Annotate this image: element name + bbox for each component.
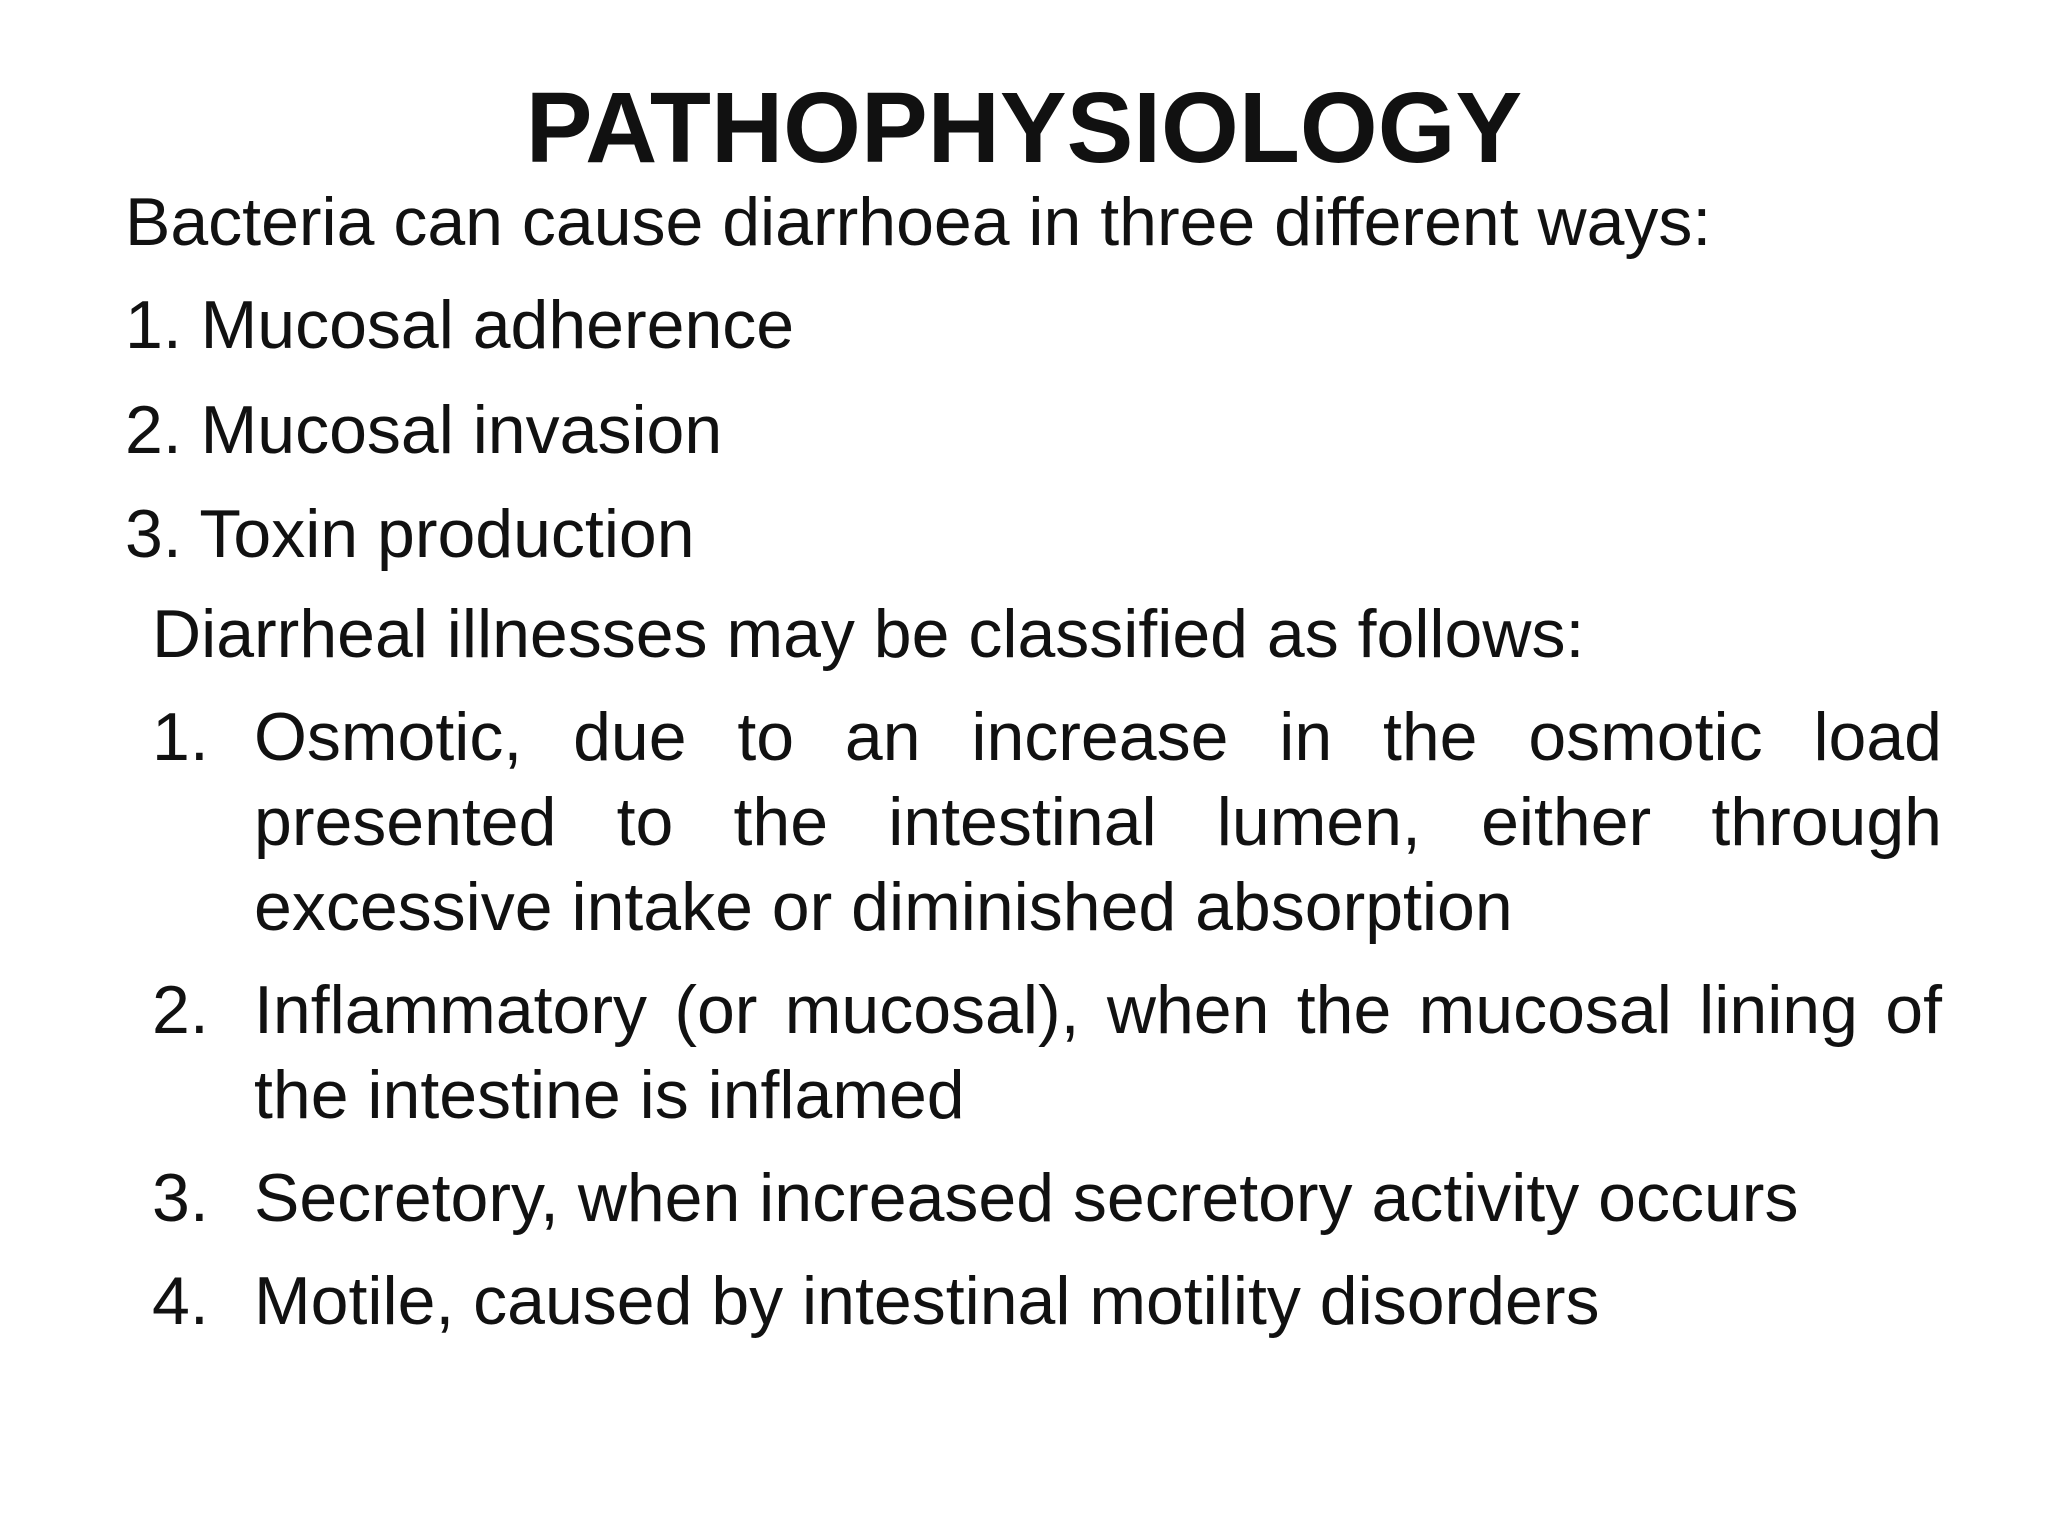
classification-item xyxy=(152,1156,1942,1241)
classification-heading: Diarrheal illnesses may be classified as follows: xyxy=(152,596,1585,672)
classification-item xyxy=(152,968,1942,1138)
way-item: 3. Toxin production xyxy=(125,496,695,572)
way-item: 1. Mucosal adherence xyxy=(125,287,795,363)
classification-text: Secretory, when increased secretory activity occurs xyxy=(254,1160,1799,1236)
slide-title: PATHOPHYSIOLOGY xyxy=(525,72,1523,184)
way-item: 2. Mucosal invasion xyxy=(125,392,723,468)
classification-number: 4. xyxy=(152,1263,209,1339)
classification-number: 1. xyxy=(152,699,209,775)
classification-number: 2. xyxy=(152,972,209,1048)
intro-text: Bacteria can cause diarrhoea in three different ways: xyxy=(125,184,1712,260)
classification-number: 3. xyxy=(152,1160,209,1236)
classification-item xyxy=(152,1259,1942,1344)
classification-text: Motile, caused by intestinal motility disorders xyxy=(254,1263,1600,1339)
classification-text: Inflammatory (or mucosal), when the mucosal lining of the intestine is inflamed xyxy=(254,972,1942,1133)
classification-text: Osmotic, due to an increase in the osmotic load presented to the intestinal lumen, either through excessive intake or diminished absorption xyxy=(254,699,1942,945)
classification-item xyxy=(152,695,1942,950)
classification-list xyxy=(152,695,1942,1344)
